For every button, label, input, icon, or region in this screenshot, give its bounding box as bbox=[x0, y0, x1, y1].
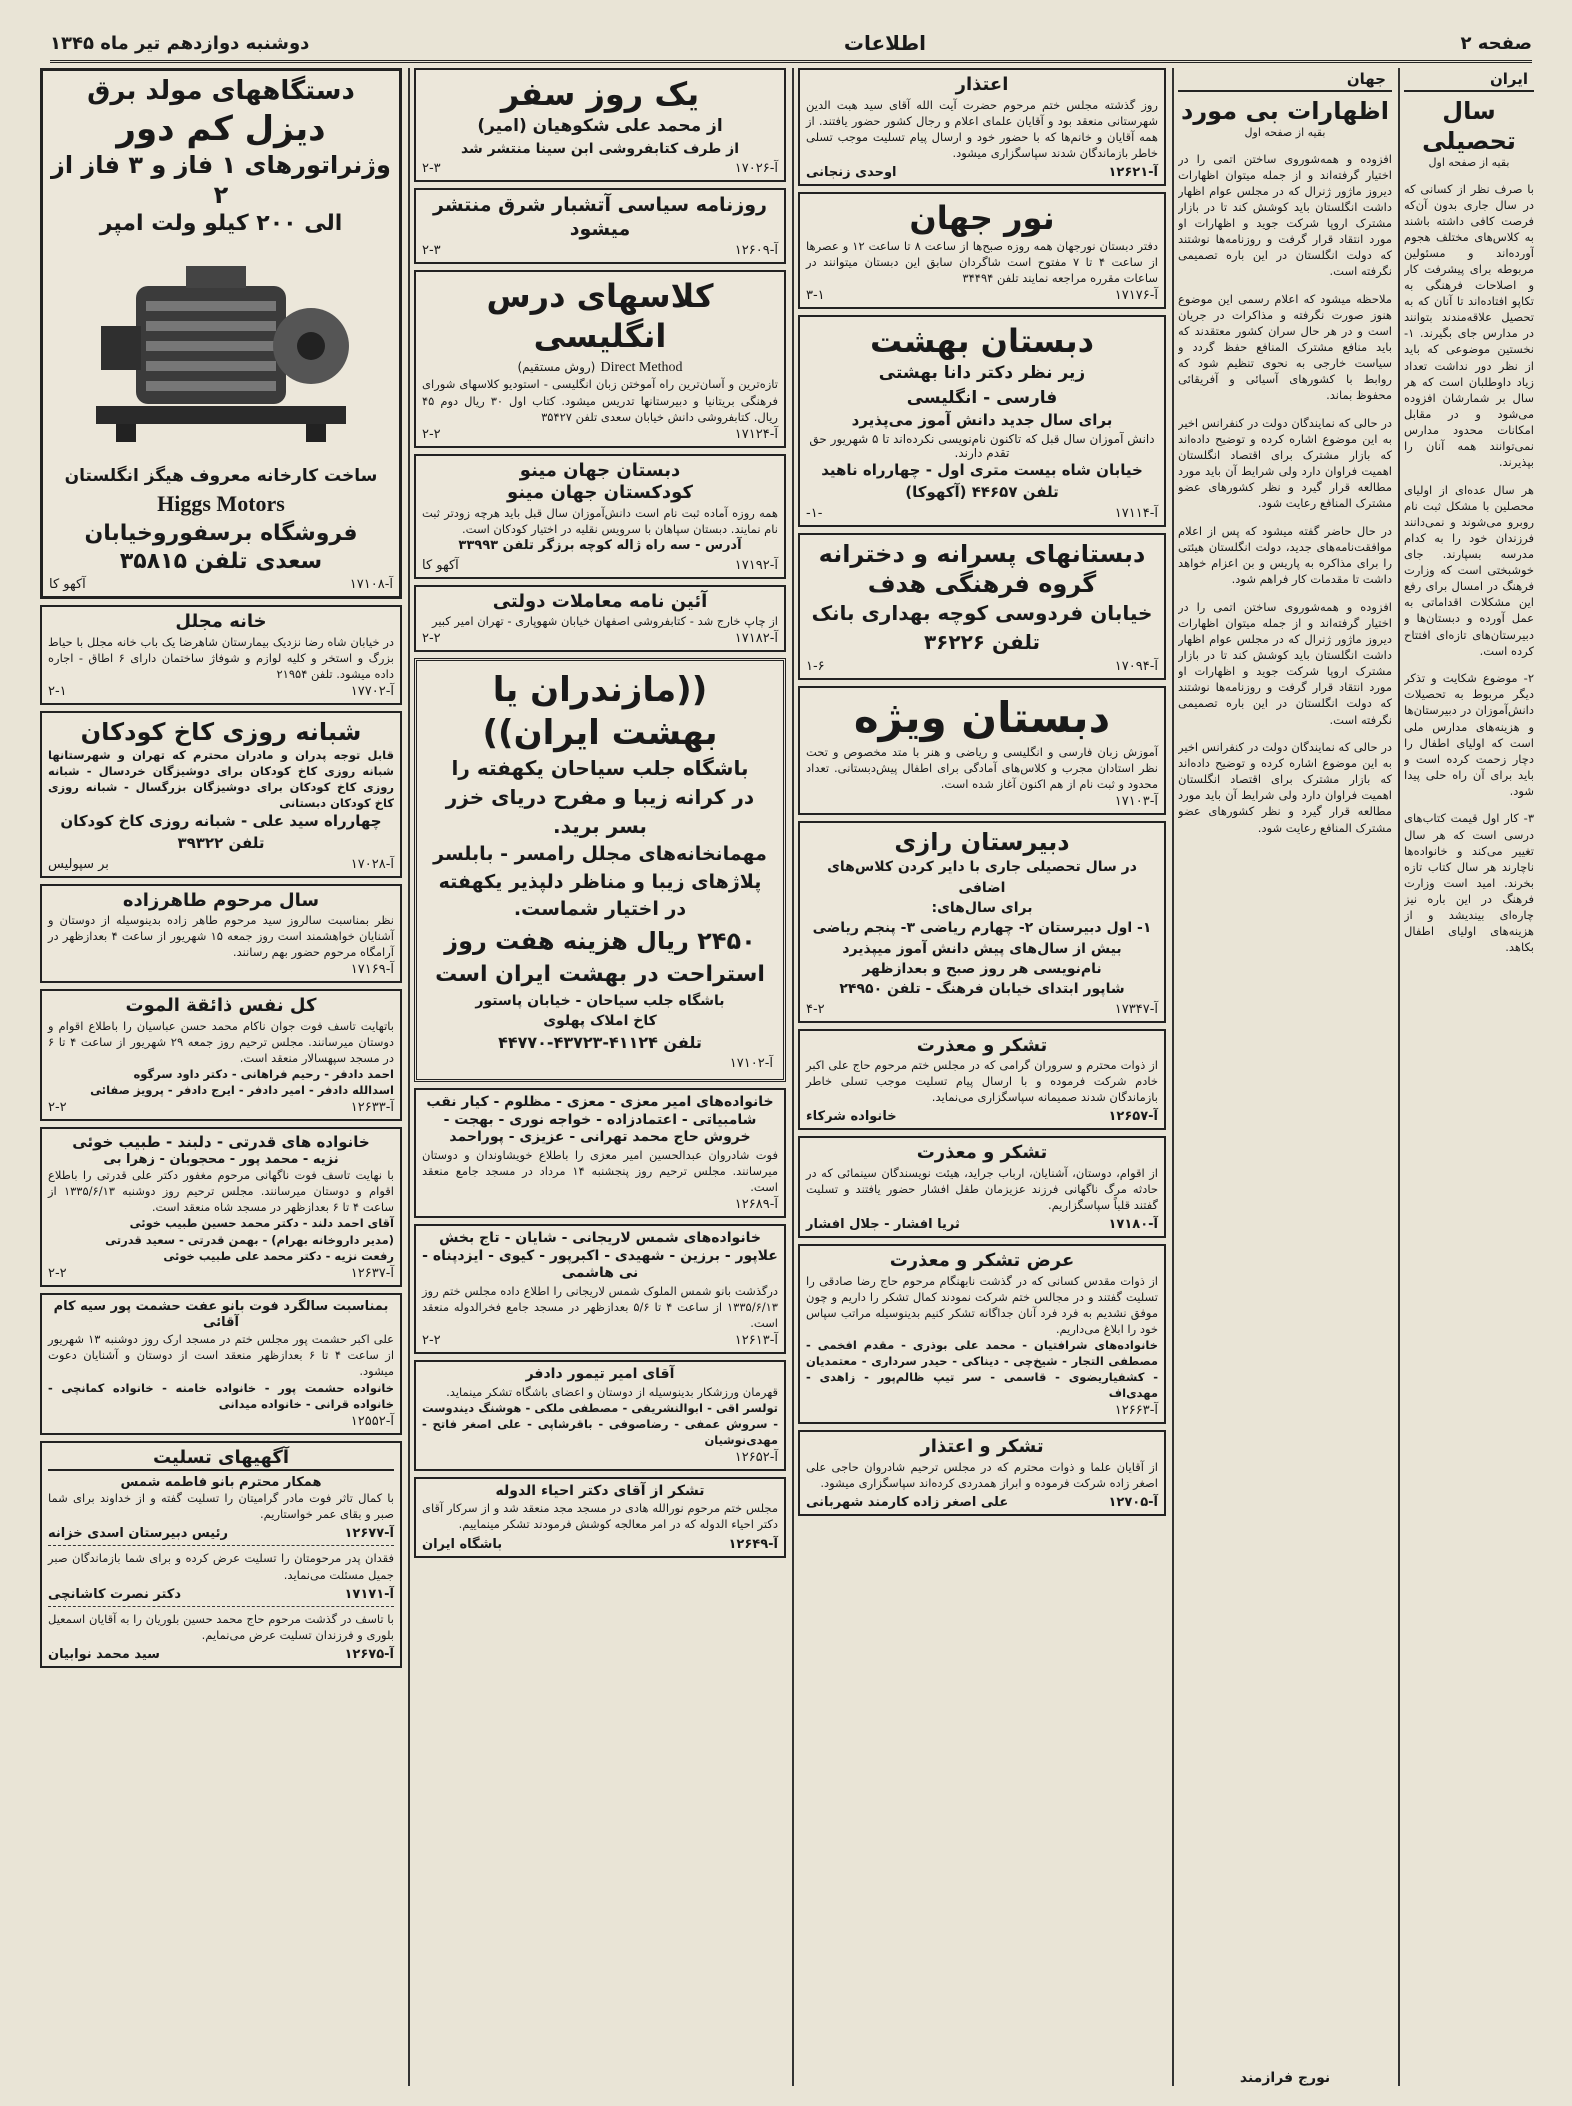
ad-address: آدرس - سه راه ژاله کوچه برزگر تلفن ۳۳۹۹۳ bbox=[458, 537, 742, 553]
ad-title: آئین نامه معاملات دولتی bbox=[492, 590, 708, 612]
notice-code: آ-۱۲۶۶۳ bbox=[1114, 1403, 1158, 1419]
ad-title: کلاسهای درس انگلیسی bbox=[486, 277, 714, 356]
ad-line: از طرف کتابفروشی ابن سینا منتشر شد bbox=[460, 140, 740, 157]
notice-signature: باشگاه ایران bbox=[422, 1536, 503, 1552]
notice-title: خانواده‌های شمس لاریجانی - شایان - تاج بخش علاپور - برزین - شهیدی - اکبرپور - کیوی - ایزدپناه - نی هاشمی bbox=[422, 1230, 778, 1282]
ad-code-2: -۱- bbox=[806, 505, 823, 521]
article-paragraph: ۳- کار اول قیمت کتاب‌های درسی است که هر سال تغییر می‌کند و خانواده‌ها ناچارند هر سال کتاب تازه بخرند. امید است وزارت فرهنگ در این باره نیز چاره‌ای بیندیشد و از هزینه‌های اولیای اطفال بکاهد. bbox=[1404, 811, 1534, 955]
notice-code-2: ۲-۲ bbox=[48, 1265, 67, 1281]
notice-code: آ-۱۲۵۵۲ bbox=[350, 1413, 394, 1429]
ad-title: خانه مجلل bbox=[175, 611, 267, 633]
ad-noor-jahan bbox=[798, 192, 1166, 309]
notice-code-2: ۲-۲ bbox=[48, 1100, 67, 1116]
notice-thanks-2 bbox=[798, 1136, 1166, 1238]
condolence-title: همکار محترم بانو فاطمه شمس bbox=[120, 1475, 322, 1491]
notice-body: علی اکبر حشمت پور مجلس ختم در مسجد ارک روز دوشنبه ۱۳ شهریور از ساعت ۴ تا ۶ بعدازظهر منعقد است از دوستان و آشنایان دعوت میشود. bbox=[48, 1332, 395, 1379]
notice-body: درگذشت بانو شمس الملوک شمس لاریجانی را اطلاع داده مجلس ختم روز ۱۳۳۵/۶/۱۳ از ساعت ۴ تا ۵/۶ بعدازظهر در مسجد جامع فخرالدوله منعقد است. bbox=[422, 1283, 778, 1330]
notice-signature: آقای احمد دلند - دکتر محمد حسین طبیب خوئی bbox=[129, 1216, 394, 1231]
ad-jahan-mino bbox=[414, 454, 786, 579]
ad-code-2: ۲-۱ bbox=[48, 683, 67, 699]
notice-shams-larijani bbox=[414, 1224, 786, 1354]
article-subtitle: بقیه از صفحه اول bbox=[1244, 126, 1326, 139]
ad-line: دانش آموزان سال قبل که تاکنون نام‌نویسی نکرده‌اند تا ۵ شهریور حق تقدم دارند. bbox=[809, 432, 1155, 461]
notice-code: آ-۱۲۶۳۷ bbox=[350, 1265, 394, 1281]
notice-title: سال مرحوم طاهرزاده bbox=[122, 889, 320, 911]
notice-kol-nafs bbox=[40, 989, 402, 1121]
article-paragraph: افزوده و همه‌شوروی ساختن اتمی را در اختیار گرفته‌اند و از جمله میتوان اظهارات دیروز ماژور ژنرال که در مجلس عوام اظهار داشت انگلستان باید کوشش کند تا در بازار مشترک اروپا شرکت جوید و اظهارات او مورد انتقاد قرار گرفت و روزنامه‌ها نوشتند که دولت انگلستان در این باره تصمیمی نگرفته است. bbox=[1178, 151, 1392, 279]
ad-address: باشگاه جلب سیاحان - خیابان پاستور bbox=[475, 992, 725, 1009]
ad-title: نور جهان bbox=[909, 198, 1055, 237]
notice-signature-2: (مدیر داروخانه بهرام) - بهمن قدرتی - سعید قدرتی bbox=[105, 1232, 394, 1247]
ad-code: آ-۱۷۱۰۸ bbox=[349, 577, 393, 593]
ad-code-2: بر سپولیس bbox=[48, 856, 109, 872]
notice-code: آ-۱۲۶۵۷ bbox=[1108, 1109, 1158, 1125]
ad-title-2: بهشت ایران)) bbox=[482, 712, 718, 753]
condolence-body: با کمال تاثر فوت مادر گرامیتان را تسلیت گفته و از خداوند برای شما صبر و بقای عمر خواستاریم. bbox=[48, 1491, 394, 1522]
page-label: صفحه ۲ bbox=[1460, 32, 1532, 54]
paper-name: اطلاعات bbox=[843, 31, 927, 55]
condolence-signature: سید محمد نوابیان bbox=[48, 1646, 160, 1662]
ad-title: دبستان جهان مینو bbox=[519, 459, 681, 481]
column-iran bbox=[1404, 68, 1534, 2086]
notice-names: نزیه - محمد پور - محجوبان - زهرا بی bbox=[103, 1152, 339, 1168]
ad-line: نام‌نویسی هر روز صبح و بعدازظهر bbox=[862, 960, 1102, 977]
notice-code: آ-۱۲۶۲۱ bbox=[1108, 164, 1158, 180]
ad-method-fa: (روش مستقیم) bbox=[517, 360, 596, 375]
notice-title: تشکر و اعتذار bbox=[920, 1436, 1044, 1458]
ad-body: قابل توجه پدران و مادران محترم که تهران و شهرستانها شبانه روزی کاخ کودکان برای دوشیزگان خردسال - شبانه روزی کاخ کودکان برای دوشیزگان بزرگسال - شبانه روزی کاخ کودکان دبستانی bbox=[48, 747, 394, 811]
divider bbox=[48, 1606, 394, 1607]
ad-code: آ-۱۷۱۹۲ bbox=[734, 557, 778, 573]
notice-title: عرض تشکر و معذرت bbox=[889, 1250, 1075, 1272]
ad-body: آموزش زبان فارسی و انگلیسی و ریاضی و هنر با متد مخصوص و تحت نظر استادان مجرب و کلاس‌های آمادگی برای اطفال پیش‌دبستانی. تعداد محدود و ثبت نام از هم اکنون آغاز شده است. bbox=[806, 745, 1158, 792]
notice-code: آ-۱۷۱۶۹ bbox=[350, 962, 394, 978]
date-line: دوشنبه دوازدهم تیر ماه ۱۳۴۵ bbox=[50, 32, 310, 54]
ad-code-2: آکهو کا bbox=[422, 557, 459, 573]
condolence-code: آ-۱۲۶۷۷ bbox=[344, 1526, 394, 1542]
condolence-code: آ-۱۷۱۷۱ bbox=[344, 1586, 394, 1602]
article-title: سال تحصیلی bbox=[1422, 97, 1516, 155]
ad-kakh-kodakan bbox=[40, 711, 402, 878]
ad-line: الی ۲۰۰ کیلو ولت امپر bbox=[99, 211, 343, 236]
ad-subtitle: گروه فرهنگی هدف bbox=[867, 569, 1097, 598]
ad-code-2: ۱-۶ bbox=[806, 658, 825, 674]
notice-code: آ-۱۲۶۸۹ bbox=[734, 1197, 778, 1213]
ad-address: شاپور ابتدای خیابان فرهنگ - تلفن ۲۴۹۵۰ bbox=[839, 981, 1125, 998]
notice-taherzadeh bbox=[40, 884, 402, 984]
condolence-signature: رئیس دبیرستان اسدی خزانه bbox=[48, 1526, 228, 1542]
ad-line: ساخت کارخانه معروف هیگز انگلستان bbox=[64, 465, 378, 486]
ad-title: شبانه روزی کاخ کودکان bbox=[80, 717, 362, 746]
article-paragraph: ۲- موضوع شکایت و تذکر دیگر مربوط به تحصیلات دانش‌آموزان در دبیرستان‌ها و هزینه‌های مدارس ملی است که اولیای اطفال را دچار زحمت کرده است و باید برای آن راه حلی پیدا شود. bbox=[1404, 671, 1534, 798]
ad-line: وژنراتورهای ۱ فاز و ۳ فاز از ۲ bbox=[51, 151, 391, 209]
ad-code: آ-۱۷۱۰۲ bbox=[729, 1056, 773, 1072]
ad-phone: تلفن ۴۴۶۵۷ (آکهوکا) bbox=[905, 482, 1059, 501]
ad-line: از محمد علی شکوهیان (امیر) bbox=[477, 116, 723, 136]
notice-signature: خانواده حشمت پور - خانواده خامنه - خانواده کمانچی - خانواده قرانی - خانواده میدانی bbox=[48, 1380, 394, 1411]
condolences-section bbox=[40, 1441, 402, 1668]
section-title: آگهیهای تسلیت bbox=[48, 1447, 394, 1472]
ad-mazandaran bbox=[414, 658, 786, 1082]
ad-code: آ-۱۷۰۹۴ bbox=[1114, 658, 1158, 674]
ad-method-en: Direct Method bbox=[600, 360, 683, 376]
ad-english-classes bbox=[414, 270, 786, 447]
ad-body: همه روزه آماده ثبت نام است دانش‌آموزان سال قبل باید هرچه زودتر ثبت نام نمایند. دبستان سپاهان با سرویس نقلیه در اختیار کودکان است. bbox=[422, 505, 778, 536]
ad-code: آ-۱۷۱۲۴ bbox=[734, 426, 778, 442]
notice-body: از ذوات مقدس کسانی که در گذشت نابهنگام مرحوم حاج رضا صادقی را تسلیت گفتند و در مجالس ختم شرکت نمودند کمال تشکر را داریم و چون موفق نشدیم به فرد فرد آنان جداگانه تشکر کنیم بدینوسیله مراتب سپاس خود را ابلاغ می‌داریم. bbox=[806, 1273, 1158, 1336]
ad-line: برای سال جدید دانش آموز می‌پذیرد bbox=[851, 411, 1113, 430]
column-rule bbox=[792, 68, 794, 2086]
notice-body: از اقوام، دوستان، آشنایان، ارباب جراید، هیئت نویسندگان سینمائی که در حادثه مرگ ناگهانی فرزند عزیزمان طفل افشار حضور یافتند و تسلیت گفتند قلباً سپاسگزاریم. bbox=[806, 1165, 1158, 1213]
ad-line: باشگاه جلب سیاحان یکهفته را bbox=[451, 756, 749, 781]
ad-code: آ-۱۲۶۰۹ bbox=[734, 243, 778, 259]
ad-vizheh-school bbox=[798, 686, 1166, 816]
ad-code-2: ۲-۲ bbox=[422, 426, 441, 442]
notice-signature: خانواده شرکاء bbox=[806, 1109, 897, 1125]
ad-book-safar bbox=[414, 68, 786, 182]
ad-code-2: ۲-۲ bbox=[422, 631, 441, 647]
ad-address: خیابان فردوسی کوچه بهداری بانک bbox=[811, 600, 1153, 625]
ad-line: فارسی - انگلیسی bbox=[906, 387, 1058, 408]
notice-title: خانواده‌های امیر معزی - معزی - مظلوم - کیار نقب شامبیاتی - اعتمادزاده - خواجه نوری - بهجت - خروش حاج محمد تهرانی - عزیزی - پوراحمد bbox=[426, 1094, 774, 1146]
notice-names: تولسر اقی - ابوالنشریفی - مصطفی ملکی - هوشنگ دیندوست - سروش عمفی - رضاصوفی - باقرشاپی - علی اصغر فاتح - مهدی‌نوشیان bbox=[422, 1400, 778, 1447]
ad-title: دبیرستان رازی bbox=[894, 828, 1070, 857]
ad-body: در خیابان شاه رضا نزدیک بیمارستان شاهرضا یک باب خانه مجلل با حیاط بزرگ و استخر و کلیه لوازم و شوفاژ ساختمان دارای ۶ اطاق - اجاره داده میشود. تلفن ۲۱۹۵۴ bbox=[48, 634, 394, 681]
ad-title: دبستانهای پسرانه و دخترانه bbox=[818, 539, 1146, 568]
ad-razi-highschool bbox=[798, 821, 1166, 1022]
notice-title: آقای امیر تیمور دادفر bbox=[525, 1366, 675, 1383]
article-paragraph: در حال حاضر گفته میشود که پس از اعلام موافقت‌نامه‌های جدید، دولت انگلستان هیئتی را برای مذاکره به پاریس و بن اعزام خواهد داشت تا مقدمات کار فراهم شود. bbox=[1178, 523, 1392, 587]
ad-subtitle: کودکستان جهان مینو bbox=[507, 482, 693, 504]
column-world bbox=[1178, 68, 1392, 2086]
notice-title: کل نفس ذائقة الموت bbox=[125, 995, 317, 1017]
ad-title: دبستان ویژه bbox=[853, 692, 1111, 742]
ad-code-2: ۴-۲ bbox=[806, 1001, 825, 1017]
ad-brand: Higgs Motors bbox=[157, 491, 285, 517]
notice-teymour-dadfar bbox=[414, 1360, 786, 1471]
ad-line: بیش از سال‌های پیش دانش آموز میپذیرد bbox=[842, 940, 1122, 957]
notice-names: خانواده‌های شرافتیان - محمد علی بوذری - مقدم افخمی - مصطفی التجار - شیخ‌چی - دیناکی - حیدر سرداری - معتمدیان - کشفیاریضوی - قاسمی - سر تیپ ظالم‌پور - زاهدی - مهدی‌اف bbox=[806, 1337, 1158, 1401]
notice-thanks-3 bbox=[798, 1244, 1166, 1424]
notice-title: تشکر و معذرت bbox=[916, 1142, 1048, 1164]
notice-signature: ثریا افشار - جلال افشار bbox=[806, 1217, 960, 1233]
ad-code: آ-۱۷۱۱۴ bbox=[1114, 505, 1158, 521]
ad-atashbar bbox=[414, 188, 786, 265]
ad-luxury-house bbox=[40, 605, 402, 705]
notice-body: مجلس ختم مرحوم نورالله هادی در مسجد مجد منعقد شد و از سرکار آقای دکتر احیاء الدوله که در امر معالجه کوشش فرمودند تشکر مینماییم. bbox=[422, 1501, 778, 1532]
article-signature: نورج فرازمند bbox=[1239, 2070, 1331, 2086]
notice-ehya bbox=[414, 1477, 786, 1558]
notice-title: تشکر و معذرت bbox=[916, 1034, 1048, 1056]
ad-line: در سال تحصیلی جاری با دایر کردن کلاس‌های اضافی bbox=[827, 859, 1137, 896]
notice-title: خانواده های قدرتی - دلبند - طبیب خوئی bbox=[72, 1133, 370, 1152]
notice-code: آ-۱۲۶۴۹ bbox=[728, 1536, 778, 1552]
ad-body: تازه‌ترین و آسان‌ترین راه آموختن زبان انگلیسی - استودیو کلاسهای شورای فرهنگی بریتانیا و دبیرستانها تدریس میشود. کتاب اول ۳۰ ریال دوم ۴۵ ریال. کتابفروشی دانش خیابان سعدی تلفن ۳۵۴۲۷ bbox=[422, 377, 779, 424]
ad-price: ۲۴۵۰ ریال هزینه هفت روز bbox=[444, 926, 756, 955]
ad-title: دستگاههای مولد برق bbox=[87, 76, 355, 106]
ad-aein-nameh bbox=[414, 585, 786, 653]
ad-diesel-generators bbox=[40, 68, 402, 599]
ad-address: چهارراه سید علی - شبانه روزی کاخ کودکان تلفن ۳۹۳۲۲ bbox=[60, 812, 382, 852]
condolence-body: فقدان پدر مرحومتان را تسلیت عرض کرده و برای شما بازماندگان صبر جمیل مسئلت می‌نماید. bbox=[48, 1551, 394, 1582]
ad-line: استراحت در بهشت ایران است bbox=[435, 961, 765, 987]
ad-hadaf-schools bbox=[798, 533, 1166, 680]
ad-title: یک روز سفر bbox=[500, 75, 700, 113]
ad-code: آ-۱۷۰۲۸ bbox=[350, 856, 394, 872]
ad-line: در کرانه زیبا و مفرح دریای خزر bbox=[445, 785, 755, 810]
notice-code: آ-۱۲۶۵۲ bbox=[734, 1449, 778, 1465]
notice-body: با نهایت تاسف فوت ناگهانی مرحوم مغفور دکتر علی قدرتی را باطلاع اقوام و دوستان میرسانند. مجلس ترحیم روز دوشنبه ۱۳۳۵/۶/۱۳ از ساعت ۴ تا ۶ بعدازظهر در مسجد شاه منعقد است. bbox=[48, 1168, 394, 1215]
notice-signature-2: اسدالله دادفر - امیر دادفر - ایرج دادفر - پرویز صفائی bbox=[90, 1083, 394, 1098]
ad-title: روزنامه سیاسی آتشبار شرق منتشر میشود bbox=[433, 193, 767, 240]
ad-code: آ-۱۷۷۰۲ bbox=[350, 683, 394, 699]
ad-code: آ-۱۷۱۸۲ bbox=[734, 631, 778, 647]
ad-code-2: آکهو کا bbox=[49, 577, 86, 593]
notice-signature: احمد دادفر - رحیم فراهانی - دکتر داود سرگوه bbox=[133, 1067, 394, 1082]
ad-phone: تلفن ۳۶۲۲۶ bbox=[923, 629, 1041, 654]
notice-code: آ-۱۷۱۸۰ bbox=[1108, 1217, 1158, 1233]
column-rule bbox=[1172, 68, 1174, 2086]
article-paragraph: افزوده و همه‌شوروی ساختن اتمی را در اختیار گرفته‌اند و از جمله میتوان اظهارات دیروز ماژور ژنرال که در مجلس عوام اظهار داشت انگلستان باید کوشش کند تا در بازار مشترک اروپا شرکت جوید و اظهارات او مورد انتقاد قرار گرفت و روزنامه‌ها نوشتند که دولت انگلستان در این باره تصمیمی نگرفته است. bbox=[1178, 599, 1392, 727]
notice-signature-3: رفعت نزیه - دکتر محمد علی طبیب خوئی bbox=[163, 1248, 394, 1263]
ad-code-2: ۳-۱ bbox=[806, 288, 825, 304]
ad-code: آ-۱۷۰۲۶ bbox=[734, 160, 778, 176]
notice-signature: اوحدی زنجانی bbox=[806, 164, 897, 180]
notice-body: روز گذشته مجلس ختم مرحوم حضرت آیت الله آقای سید هبت الدین شهرستانی منعقد بود و آقایان علمای اعلام و رجال کشور حضور یافتند. از همه آقایان و خانم‌ها که با حضور خود و ارسال پیام تسلیت موجب تسلی خاطر بازماندگان شدند سپاسگزاری میشود. bbox=[806, 97, 1158, 160]
ad-title: دبستان بهشت bbox=[869, 322, 1095, 361]
divider bbox=[48, 1545, 394, 1546]
ad-title-2: دیزل کم دور bbox=[116, 108, 326, 149]
notice-code-2: ۲-۲ bbox=[422, 1333, 441, 1349]
condolence-code: آ-۱۲۶۷۵ bbox=[344, 1646, 394, 1662]
ad-code: آ-۱۷۳۴۷ bbox=[1114, 1001, 1158, 1017]
ad-body: از چاپ خارج شد - کتابفروشی اصفهان خیابان شهوپاری - تهران امیر کبیر bbox=[431, 614, 778, 629]
notice-body: قهرمان ورزشکار بدینوسیله از دوستان و اعضای باشگاه تشکر مینماید. bbox=[446, 1384, 778, 1399]
notice-body: از آقایان علما و ذوات محترم که در مجلس ترحیم شادروان حاجی علی اصغر زاده شرکت فرموده و ابراز همدردی کرده‌اند سپاسگزاری میشود. bbox=[806, 1459, 1158, 1490]
notice-code: آ-۱۲۷۰۵ bbox=[1108, 1495, 1158, 1511]
masthead bbox=[50, 30, 1532, 63]
ad-line: بسر برید. bbox=[553, 814, 647, 839]
ad-code-2: ۲-۳ bbox=[422, 243, 441, 259]
notice-title: اعتذار bbox=[955, 74, 1009, 95]
article-paragraph: در حالی که نمایندگان دولت در کنفرانس اخیر به این موضوع اشاره کرده و توضیح داده‌اند که بازار مشترک برای اقتصاد انگلستان اهمیت فراوان دارد ولی شرایط آن باید مورد مطالعه قرار گیرد و نظر کشورهای عضو مشترک المنافع رعایت شود. bbox=[1178, 415, 1392, 511]
condolence-signature: دکتر نصرت کاشانچی bbox=[48, 1586, 182, 1602]
ad-address: خیابان شاه بیست متری اول - چهارراه ناهید bbox=[821, 461, 1143, 480]
notice-code: آ-۱۲۶۳۳ bbox=[350, 1100, 394, 1116]
article-paragraph: ملاحظه میشود که اعلام رسمی این موضوع هنوز صورت نگرفته و مذاکرات در جریان است و در هر حال سران کشور معتقدند که باید منافع مشترک المنافع حفظ گردد و سیاست خارجی به نحوی تنظیم شود که روابط با کشورهای آسیائی و آفریقائی محفوظ بماند. bbox=[1178, 291, 1392, 403]
ad-subtitle: زیر نظر دکتر دانا بهشتی bbox=[878, 363, 1086, 384]
ad-behesht-school bbox=[798, 315, 1166, 527]
notice-thanks-4 bbox=[798, 1430, 1166, 1516]
column-ads-5 bbox=[40, 68, 402, 2086]
ad-line: مهمانخانه‌های مجلل رامسر - بابلسر bbox=[433, 843, 767, 866]
notice-title: بمناسبت سالگرد فوت بانو عفت حشمت پور سیه کام آقائی bbox=[53, 1298, 389, 1330]
column-rule bbox=[408, 68, 410, 2086]
notice-heshmatpour bbox=[40, 1293, 402, 1435]
notice-apology bbox=[798, 68, 1166, 186]
notice-body: نظر بمناسبت سالروز سید مرحوم طاهر زاده بدینوسیله از دوستان و آشنایان خواهشمند است روز جمعه ۱۵ شهریور از ساعت ۴ بعدازظهر در آرامگاه مرحوم حضور بهم رسانند. bbox=[48, 913, 394, 960]
notice-signature: علی اصغر زاده کارمند شهربانی bbox=[806, 1495, 1009, 1511]
article-title: اظهارات بی مورد bbox=[1181, 97, 1389, 125]
article-paragraph: با صرف نظر از کسانی که در سال جاری بدون آن‌که فرصت کافی داشته باشند به کلاس‌های مختلف هجوم آورده‌اند و مسئولین مربوطه برای پیشرفت کار و اصلاحات فرهنگی به تکاپو افتاده‌اند تا آنان که به تحصیل علاقه‌مندند بتوانند در مدارس جای بگیرند. ۱- نخستین موضوعی که باید از نظر دور نداشت تعداد زیاد داوطلبان است که هر سال بر شمارشان افزوده می‌شود و در مقابل امکانات محدود مدارس نمی‌توانند همه آنان را بپذیرند. bbox=[1404, 181, 1534, 470]
condolence-body: با تاسف در گذشت مرحوم حاج محمد حسین بلوریان را به آقایان اسمعیل بلوری و فرزندان تسلیت عرض می‌نمایم. bbox=[48, 1611, 394, 1642]
notice-code: آ-۱۲۶۱۳ bbox=[734, 1333, 778, 1349]
notice-body: از ذوات محترم و سروران گرامی که در مجلس ختم مرحوم حاج علی اکبر خادم شرکت فرموده و با ارسال پیام تسلیت موجب تسلی خاطر بازماندگان شدند صمیمانه سپاسگزاری می‌نماید. bbox=[806, 1058, 1158, 1105]
ad-address-2: کاخ املاک پهلوی bbox=[543, 1012, 657, 1029]
generator-illustration bbox=[76, 246, 366, 456]
article-paragraph: هر سال عده‌ای از اولیای محصلین با مشکل ثبت نام روبرو می‌شوند و نمی‌دانند فرزندان خود را به کدام مدرسه بسپارند. جای خوشبختی است که وزارت فرهنگ در امسال برای رفع این مشکلات اقداماتی به عمل آورده و دبستان‌ها و دبیرستان‌های تازه‌ای افتتاح کرده است. bbox=[1404, 482, 1534, 658]
article-subtitle: بقیه از صفحه اول bbox=[1428, 156, 1510, 169]
column-ads-4 bbox=[414, 68, 786, 2086]
section-label: جهان bbox=[1178, 68, 1392, 92]
ad-code: آ-۱۷۱۷۶ bbox=[1114, 288, 1158, 304]
notice-thanks-1 bbox=[798, 1029, 1166, 1131]
notice-ghodrati bbox=[40, 1127, 402, 1286]
ad-line: برای سال‌های: bbox=[931, 900, 1033, 917]
ad-code: آ-۱۷۱۰۳ bbox=[1114, 794, 1158, 810]
ad-phone: تلفن ۴۱۱۲۴-۴۳۷۲۳-۴۴۷۷۰ bbox=[498, 1033, 702, 1053]
notice-body: فوت شادروان عبدالحسین امیر معزی را باطلاع خویشاوندان و دوستان میرسانند. مجلس ترحیم روز پنجشنبه ۱۴ مرداد در مسجد جامع منعقد است. bbox=[422, 1147, 778, 1195]
ad-title: ((مازندران یا bbox=[492, 670, 708, 711]
ad-line: پلاژهای زیبا و مناظر دلپذیر یکهفته bbox=[438, 870, 762, 893]
notice-title: تشکر از آقای دکتر احیاء الدوله bbox=[495, 1482, 705, 1499]
ad-code-2: ۲-۳ bbox=[422, 160, 441, 176]
ad-line: ۱- اول دبیرستان ۲- چهارم ریاضی ۳- پنجم ریاضی bbox=[812, 920, 1152, 937]
column-rule bbox=[1398, 68, 1400, 2086]
notice-body: باتهایت تاسف فوت جوان ناکام محمد حسن عباسیان را باطلاع اقوام و دوستان میرسانند. مجلس ترحیم روز جمعه ۲۹ شهریور از ساعت ۴ تا ۶ در مسجد سپهسالار منعقد است. bbox=[48, 1018, 395, 1066]
ad-shop: فروشگاه برسفوروخیابان سعدی تلفن ۳۵۸۱۵ bbox=[84, 521, 358, 574]
column-ads-3 bbox=[798, 68, 1166, 2086]
notice-amir-moezi bbox=[414, 1088, 786, 1218]
ad-body: دفتر دبستان نورجهان همه روزه صبح‌ها از ساعت ۸ تا ساعت ۱۲ و عصرها از ساعت ۴ تا ۷ مفتوح است شاگردان سابق این دبستان میتوانند در ساعات مقرره مراجعه نمایند تلفن ۳۴۴۹۴ bbox=[806, 238, 1158, 286]
article-paragraph: در حالی که نمایندگان دولت در کنفرانس اخیر به این موضوع اشاره کرده و توضیح داده‌اند که بازار مشترک برای اقتصاد انگلستان اهمیت فراوان دارد ولی شرایط آن باید مورد مطالعه قرار گیرد و نظر کشورهای عضو مشترک المنافع رعایت شود. bbox=[1178, 740, 1392, 835]
ad-line: در اختیار شماست. bbox=[513, 898, 687, 921]
section-label: ایران bbox=[1404, 68, 1534, 92]
